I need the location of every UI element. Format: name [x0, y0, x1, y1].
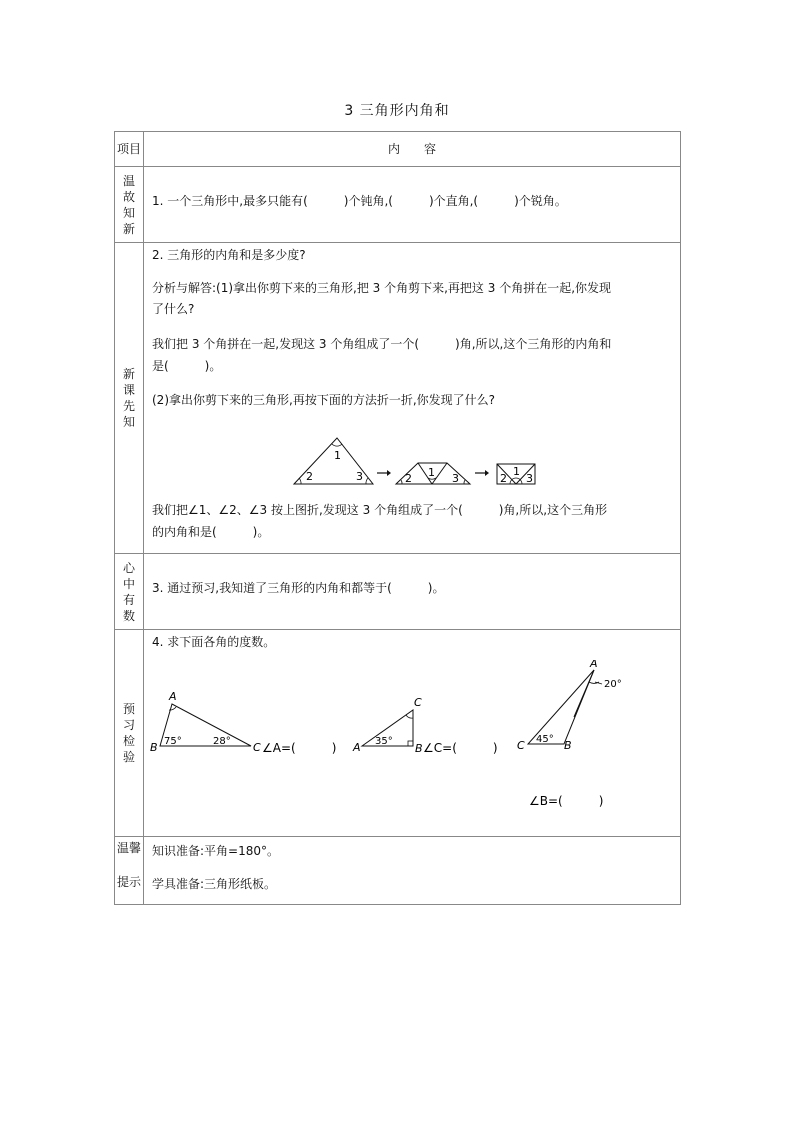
triangles-figure — [144, 660, 680, 835]
tri3-vertex-c: C — [517, 739, 525, 752]
section-wenxin — [115, 837, 681, 905]
tri1-question: ∠A=( ) — [262, 741, 337, 755]
arrow-right-icon — [387, 470, 391, 476]
tri1-vertex-a: A — [169, 690, 177, 703]
section-yuxi — [115, 630, 681, 837]
fold-label-3b: 3 — [452, 472, 459, 485]
tri3-vertex-a: A — [590, 660, 598, 670]
answer2-line-1: 我们把∠1、∠2、∠3 按上图折,发现这 3 个角组成了一个( )角,所以,这个三角形 — [152, 503, 608, 517]
arrow-right-icon — [485, 470, 489, 476]
part-2-prompt: (2)拿出你剪下来的三角形,再按下面的方法折一折,你发现了什么? — [152, 393, 495, 407]
tri1-angle-c: 28° — [213, 736, 231, 747]
label-wenxin: 温馨 提示 — [115, 837, 144, 905]
label-yuxi: 预 习 检 验 — [115, 630, 144, 837]
triangle-3 — [528, 670, 594, 744]
header-project: 项目 — [115, 132, 144, 167]
tri2-angle-a: 35° — [375, 736, 393, 747]
fold-label-3: 3 — [356, 470, 363, 483]
fold-label-1b: 1 — [428, 466, 435, 479]
question-1: 1. 一个三角形中,最多只能有( )个钝角,( )个直角,( )个锐角。 — [152, 194, 567, 208]
question-2: 2. 三角形的内角和是多少度? — [152, 248, 306, 262]
fold-label-3c: 3 — [526, 472, 533, 485]
label-xinke: 新 课 先 知 — [115, 243, 144, 554]
tri3-angle-c: 45° — [536, 734, 554, 745]
tri3-vertex-b: B — [564, 739, 572, 752]
tri1-vertex-b: B — [150, 741, 158, 754]
tri1-vertex-c: C — [253, 741, 261, 754]
tri2-vertex-a: A — [353, 741, 361, 754]
tip-knowledge: 知识准备:平角=180°。 — [152, 844, 280, 858]
fold-label-1: 1 — [334, 449, 341, 462]
tri3-angle-ext: 20° — [604, 679, 622, 690]
label-xinzhong: 心 中 有 数 — [115, 554, 144, 630]
header-content: 内 容 — [144, 132, 681, 167]
fold-label-2: 2 — [306, 470, 313, 483]
tri2-question: ∠C=( ) — [423, 741, 498, 755]
tri2-vertex-b: B — [415, 742, 423, 755]
worksheet-table — [114, 131, 681, 905]
tri3-question: ∠B=( ) — [529, 794, 604, 808]
tri2-vertex-c: C — [414, 696, 422, 709]
section-wengu — [115, 167, 681, 243]
page-title: 3 三角形内角和 — [344, 103, 450, 119]
fold-label-1c: 1 — [513, 465, 520, 478]
fold-label-2b: 2 — [405, 472, 412, 485]
label-wengu: 温 故 知 新 — [115, 167, 144, 243]
section-xinke — [115, 243, 681, 554]
section-xinzhong — [115, 554, 681, 630]
header-row — [115, 132, 681, 167]
question-4: 4. 求下面各角的度数。 — [152, 635, 276, 649]
fold-diagram — [284, 428, 564, 490]
analysis-line-2: 了什么? — [152, 302, 195, 316]
analysis-line-1: 分析与解答:(1)拿出你剪下来的三角形,把 3 个角剪下来,再把这 3 个角拼在一起,你发现 — [152, 281, 612, 295]
tri1-angle-b: 75° — [164, 736, 182, 747]
answer2-line-2: 的内角和是( )。 — [152, 525, 270, 539]
answer1-line-2: 是( )。 — [152, 359, 222, 373]
question-3: 3. 通过预习,我知道了三角形的内角和都等于( )。 — [152, 581, 445, 595]
fold-label-2c: 2 — [500, 472, 507, 485]
tip-tools: 学具准备:三角形纸板。 — [152, 877, 277, 891]
answer1-line-1: 我们把 3 个角拼在一起,发现这 3 个角组成了一个( )角,所以,这个三角形的内角和 — [152, 337, 612, 351]
